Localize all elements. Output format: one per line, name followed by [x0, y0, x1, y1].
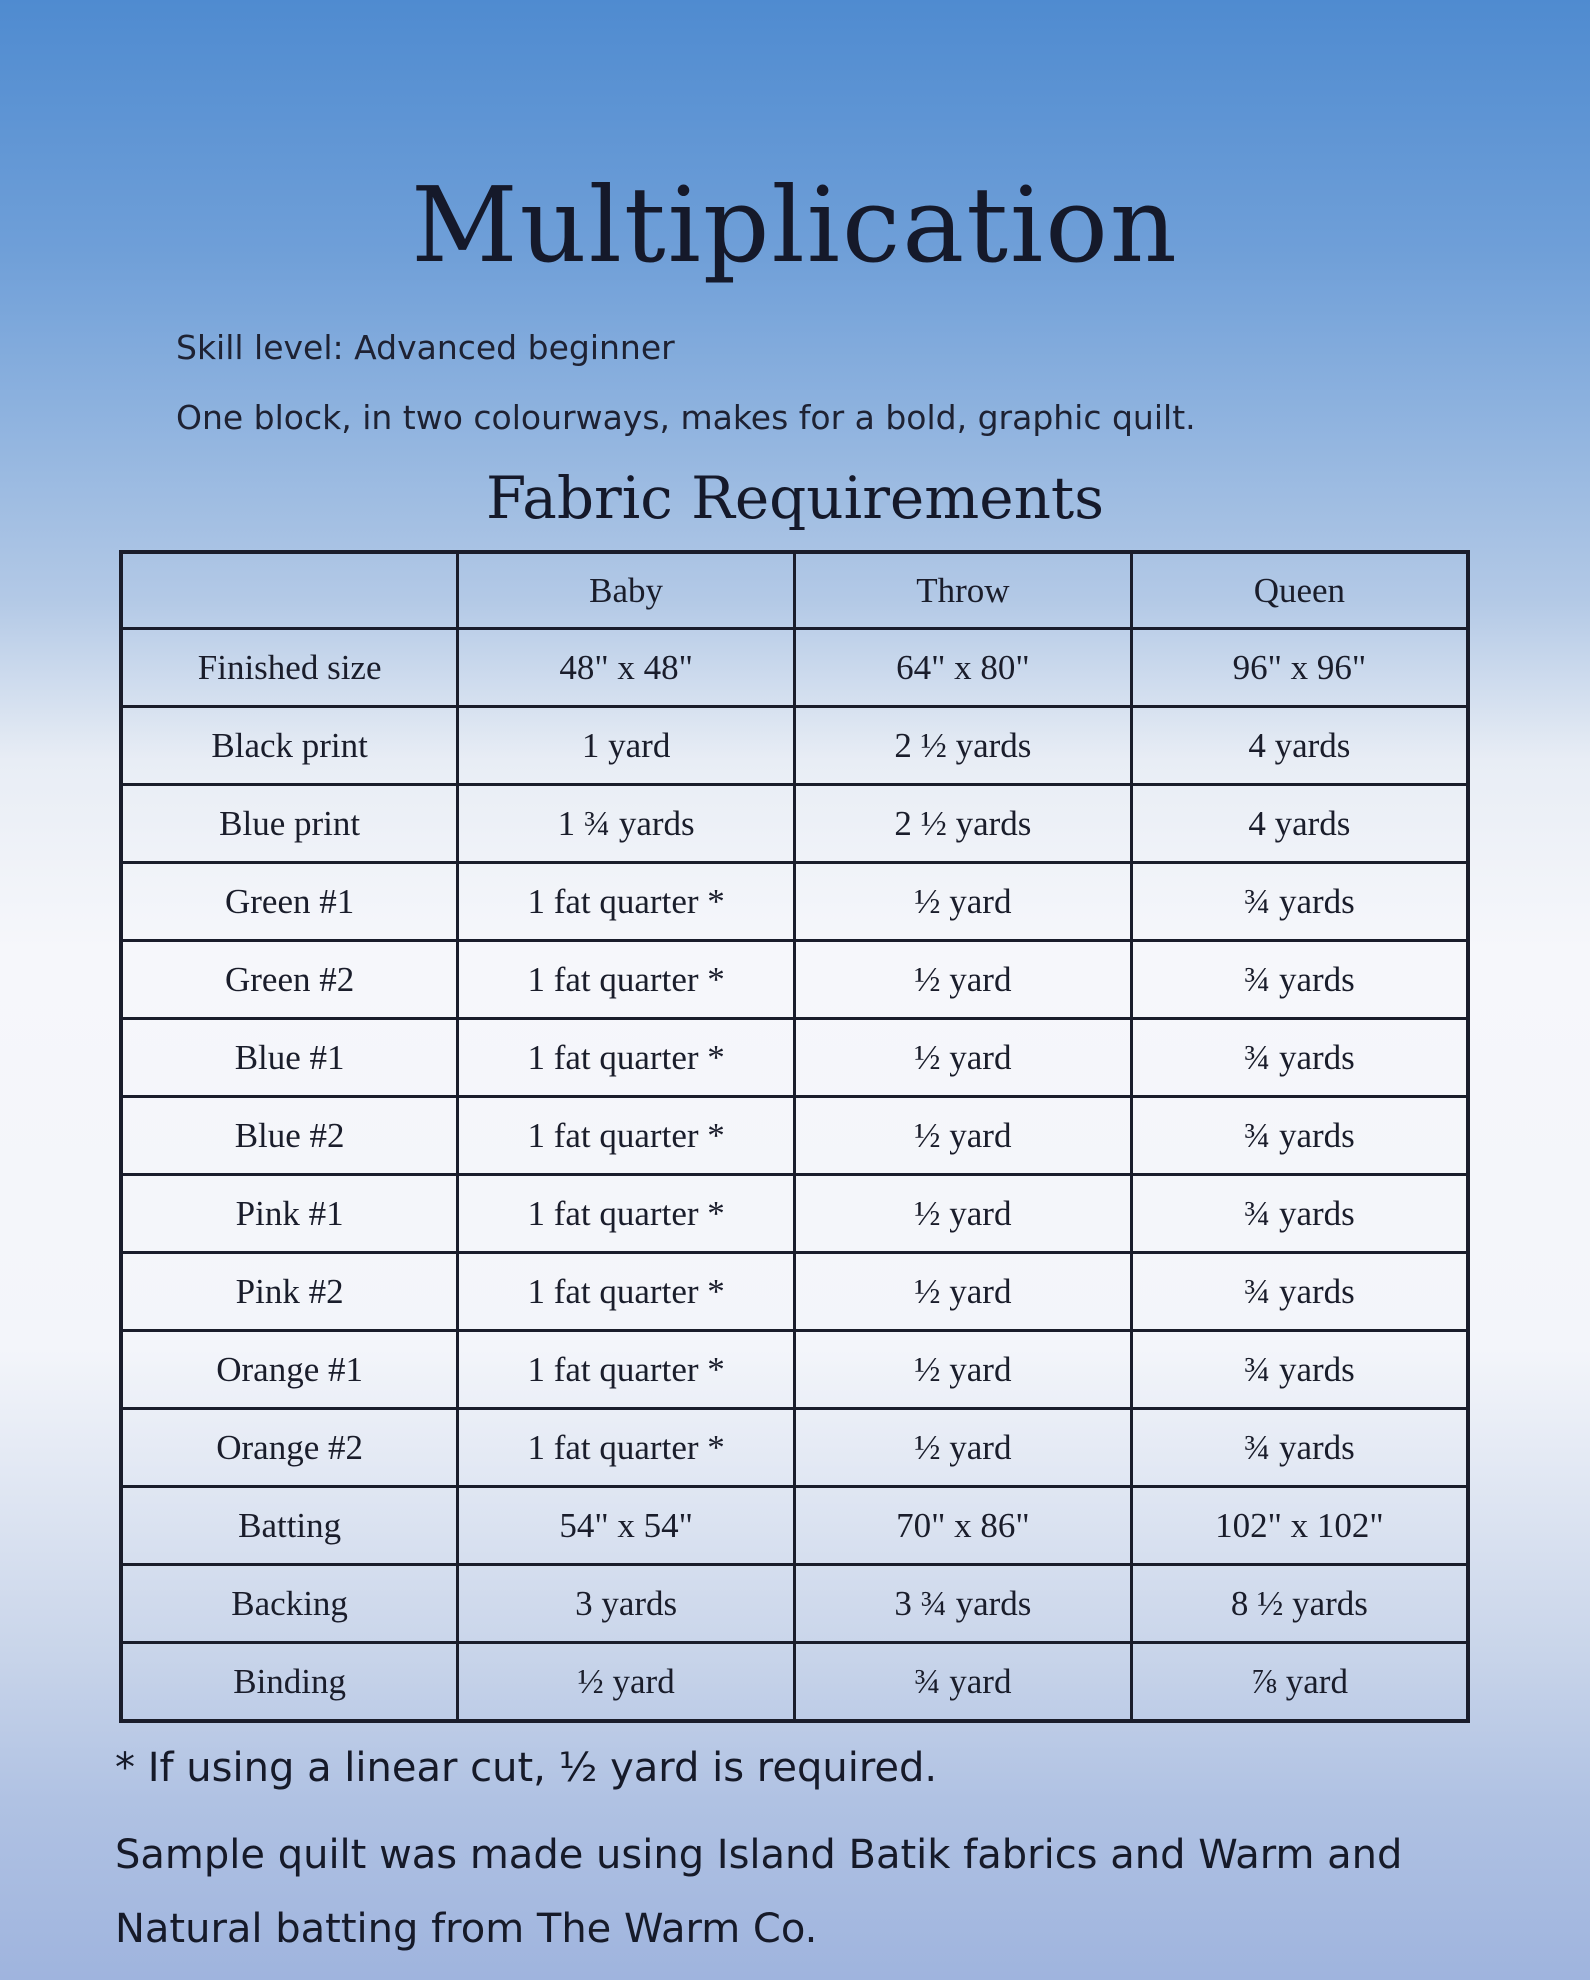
table-row	[121, 1565, 1468, 1643]
table-row	[121, 1253, 1468, 1331]
cell-throw: ½ yard	[795, 1097, 1132, 1175]
table-row	[121, 629, 1468, 707]
cell-item: Black print	[121, 707, 458, 785]
cell-queen: 8 ½ yards	[1131, 1565, 1468, 1643]
cell-queen: ¾ yards	[1131, 863, 1468, 941]
header-cell-blank	[121, 552, 458, 629]
cell-baby: ½ yard	[458, 1643, 795, 1722]
cell-throw: 3 ¾ yards	[795, 1565, 1132, 1643]
cell-throw: 64" x 80"	[795, 629, 1132, 707]
cell-item: Green #2	[121, 941, 458, 1019]
cell-item: Blue print	[121, 785, 458, 863]
cell-throw: 2 ½ yards	[795, 785, 1132, 863]
table-row	[121, 1643, 1468, 1722]
cell-throw: ½ yard	[795, 1409, 1132, 1487]
cell-item: Pink #2	[121, 1253, 458, 1331]
cell-item: Binding	[121, 1643, 458, 1722]
cell-item: Blue #2	[121, 1097, 458, 1175]
header-cell-queen: Queen	[1131, 552, 1468, 629]
cell-item: Backing	[121, 1565, 458, 1643]
footnote: * If using a linear cut, ½ yard is required.	[115, 1745, 938, 1791]
cell-throw: ½ yard	[795, 1019, 1132, 1097]
table-row	[121, 1097, 1468, 1175]
table-body	[121, 629, 1468, 1722]
table-row	[121, 863, 1468, 941]
table-row	[121, 707, 1468, 785]
cell-item: Blue #1	[121, 1019, 458, 1097]
header-cell-throw: Throw	[795, 552, 1132, 629]
table-row	[121, 1409, 1468, 1487]
fabric-requirements-table	[119, 550, 1470, 1723]
cell-queen: ¾ yards	[1131, 941, 1468, 1019]
cell-throw: ½ yard	[795, 1331, 1132, 1409]
cell-item: Orange #2	[121, 1409, 458, 1487]
cell-throw: 2 ½ yards	[795, 707, 1132, 785]
header-cell-baby: Baby	[458, 552, 795, 629]
cell-item: Finished size	[121, 629, 458, 707]
section-title: Fabric Requirements	[485, 464, 1105, 532]
cell-throw: ½ yard	[795, 863, 1132, 941]
table-row	[121, 1175, 1468, 1253]
cell-throw: ½ yard	[795, 1253, 1132, 1331]
cell-throw: ½ yard	[795, 941, 1132, 1019]
cell-baby: 1 fat quarter *	[458, 1409, 795, 1487]
cell-baby: 1 yard	[458, 707, 795, 785]
table-row	[121, 1487, 1468, 1565]
cell-throw: 70" x 86"	[795, 1487, 1132, 1565]
table-row	[121, 785, 1468, 863]
cell-baby: 54" x 54"	[458, 1487, 795, 1565]
cell-baby: 1 fat quarter *	[458, 941, 795, 1019]
table-header-row	[121, 552, 1468, 629]
table-row	[121, 1019, 1468, 1097]
cell-baby: 48" x 48"	[458, 629, 795, 707]
cell-baby: 1 ¾ yards	[458, 785, 795, 863]
cell-item: Batting	[121, 1487, 458, 1565]
table-row	[121, 1331, 1468, 1409]
cell-queen: 4 yards	[1131, 707, 1468, 785]
cell-item: Pink #1	[121, 1175, 458, 1253]
cell-queen: ¾ yards	[1131, 1097, 1468, 1175]
table-row	[121, 941, 1468, 1019]
skill-level: Skill level: Advanced beginner	[176, 328, 675, 367]
cell-baby: 1 fat quarter *	[458, 1019, 795, 1097]
cell-queen: 96" x 96"	[1131, 629, 1468, 707]
cell-throw: ¾ yard	[795, 1643, 1132, 1722]
page-title: Multiplication	[411, 164, 1179, 286]
cell-baby: 1 fat quarter *	[458, 1253, 795, 1331]
quilt-description: One block, in two colourways, makes for a bold, graphic quilt.	[176, 398, 1196, 437]
cell-baby: 3 yards	[458, 1565, 795, 1643]
sample-note: Sample quilt was made using Island Batik fabrics and Warm and Natural batting from The Warm Co.	[115, 1832, 1403, 1952]
cell-queen: ¾ yards	[1131, 1253, 1468, 1331]
cell-baby: 1 fat quarter *	[458, 863, 795, 941]
cell-queen: ⅞ yard	[1131, 1643, 1468, 1722]
cell-item: Orange #1	[121, 1331, 458, 1409]
cell-queen: ¾ yards	[1131, 1331, 1468, 1409]
cell-queen: ¾ yards	[1131, 1175, 1468, 1253]
cell-baby: 1 fat quarter *	[458, 1097, 795, 1175]
cell-queen: 4 yards	[1131, 785, 1468, 863]
cell-baby: 1 fat quarter *	[458, 1331, 795, 1409]
cell-item: Green #1	[121, 863, 458, 941]
cell-queen: 102" x 102"	[1131, 1487, 1468, 1565]
cell-queen: ¾ yards	[1131, 1409, 1468, 1487]
cell-throw: ½ yard	[795, 1175, 1132, 1253]
cell-baby: 1 fat quarter *	[458, 1175, 795, 1253]
cell-queen: ¾ yards	[1131, 1019, 1468, 1097]
